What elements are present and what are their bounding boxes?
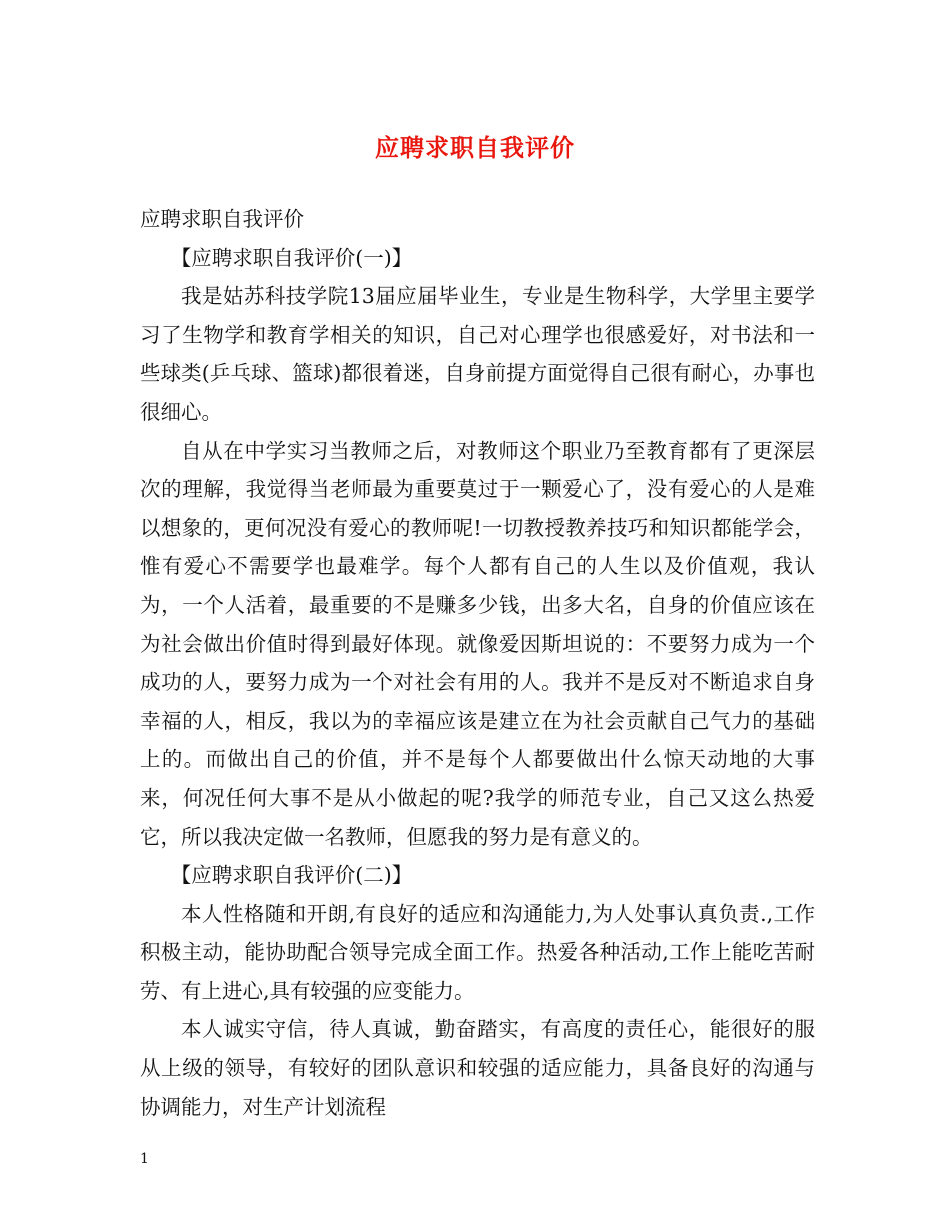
section-heading-two: 【应聘求职自我评价(二)】 xyxy=(170,863,413,888)
document-title: 应聘求职自我评价 xyxy=(375,133,575,162)
paragraph-intro-heading: 应聘求职自我评价 xyxy=(140,207,304,231)
paragraph: 本人诚实守信，待人真诚，勤奋踏实，有高度的责任心，能很好的服从上级的领导，有较好的团队意识和较强的适应能力，具备良好的沟通与协调能力，对生产计划流程 xyxy=(140,1017,815,1119)
paragraph: 我是姑苏科技学院13届应届毕业生，专业是生物科学，大学里主要学习了生物学和教育学相关的知识，自己对心理学也很感爱好，对书法和一些球类(乒乓球、篮球)都很着迷，自身前提方面觉得自己很有耐心，办事也很细心。 xyxy=(140,284,815,424)
paragraph: 本人性格随和开朗,有良好的适应和沟通能力,为人处事认真负责.,工作积极主动，能协助配合领导完成全面工作。热爱各种活动,工作上能吃苦耐劳、有上进心,具有较强的应变能力。 xyxy=(140,901,815,1003)
section-heading-one: 【应聘求职自我评价(一)】 xyxy=(170,245,413,270)
document-body xyxy=(140,200,815,1126)
page-number: 1 xyxy=(140,1151,149,1167)
paragraph: 自从在中学实习当教师之后，对教师这个职业乃至教育都有了更深层次的理解，我觉得当老师最为重要莫过于一颗爱心了，没有爱心的人是难以想象的，更何况没有爱心的教师呢!一切教授教养技巧和知识都能学会，惟有爱心不需要学也最难学。每个人都有自己的人生以及价值观，我认为，一个人活着，最重要的不是赚多少钱，出多大名，自身的价值应该在为社会做出价值时得到最好体现。就像爱因斯坦说的：不要努力成为一个成功的人，要努力成为一个对社会有用的人。我并不是反对不断追求自身幸福的人，相反，我以为的幸福应该是建立在为社会贡献自己气力的基础上的。而做出自己的价值，并不是每个人都要做出什么惊天动地的大事来，何况任何大事不是从小做起的呢?我学的师范专业，自己又这么热爱它，所以我决定做一名教师，但愿我的努力是有意义的。 xyxy=(140,438,815,849)
